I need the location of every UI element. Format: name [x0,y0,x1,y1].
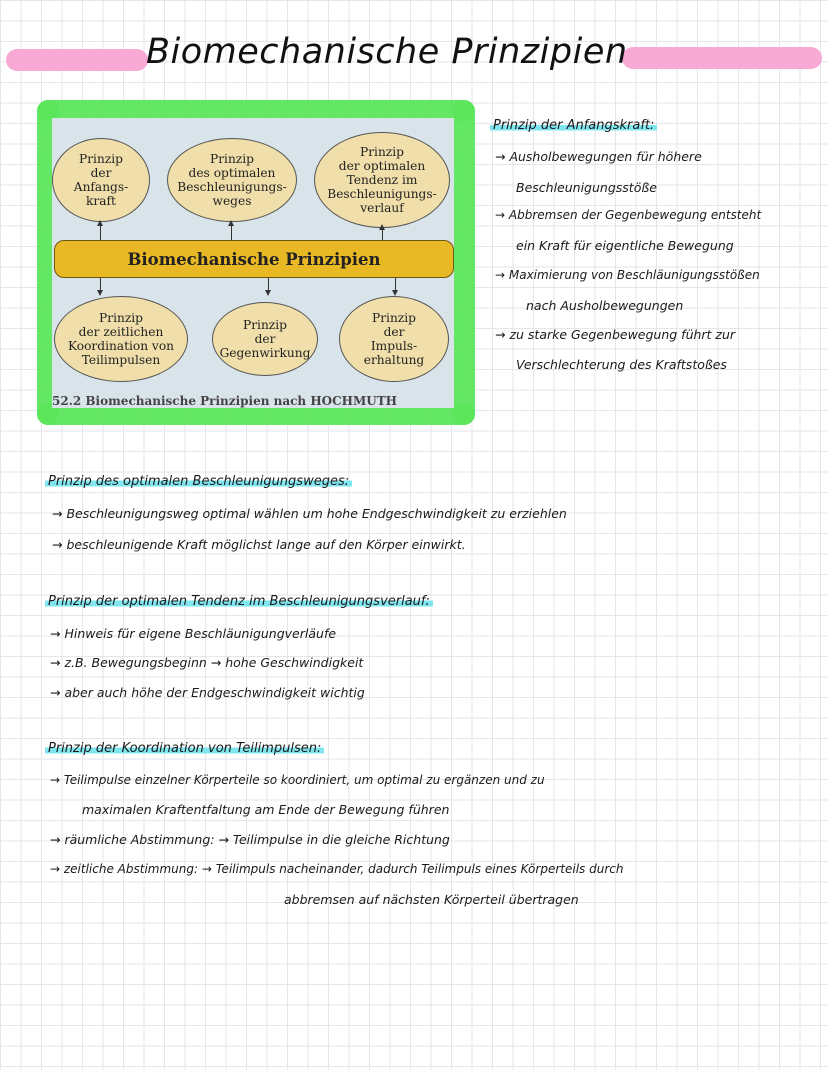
title-bar-right [622,47,822,69]
biomechanics-diagram [52,118,454,408]
note-anfangskraft-1: → Ausholbewegungen für höhere [495,149,702,164]
note-tendenz-2: → z.B. Bewegungsbeginn → hohe Geschwindigkeit [50,655,364,670]
note-anfangskraft-4: ein Kraft für eigentliche Bewegung [516,238,734,253]
ellipse-tendenz: Prinzip der optimalen Tendenz im Beschleunigungs- verlauf [314,132,450,228]
arrow-down-2 [268,278,269,290]
ellipse-koordination: Prinzip der zeitlichen Koordination von Teilimpulsen [54,296,188,382]
note-koordination-2: maximalen Kraftentfaltung am Ende der Bewegung führen [82,802,450,817]
center-principles-bar: Biomechanische Prinzipien [54,240,454,278]
note-anfangskraft-8: Verschlechterung des Kraftstoßes [516,357,727,372]
ellipse-beschleunigungsweg: Prinzip des optimalen Beschleunigungs- weges [167,138,297,222]
note-anfangskraft-3: → Abbremsen der Gegenbewegung entsteht [495,208,762,222]
ellipse-gegenwirkung: Prinzip der Gegenwirkung [212,302,318,376]
heading-koordination: Prinzip der Koordination von Teilimpulsen: [45,741,324,756]
note-anfangskraft-6: nach Ausholbewegungen [526,298,684,313]
heading-tendenz: Prinzip der optimalen Tendenz im Beschleunigungsverlauf: [45,594,433,609]
arrow-up-3 [382,230,383,240]
page-title: Biomechanische Prinzipien [146,32,628,72]
note-tendenz-3: → aber auch höhe der Endgeschwindigkeit wichtig [50,685,365,700]
note-beschleunigungsweg-1: → Beschleunigungsweg optimal wählen um hohe Endgeschwindigkeit zu erziehlen [52,506,567,521]
figure-caption: 52.2 Biomechanische Prinzipien nach HOCHMUTH [52,394,398,408]
heading-anfangskraft: Prinzip der Anfangskraft: [490,118,657,133]
note-anfangskraft-5: → Maximierung von Beschläunigungsstößen [495,268,760,282]
arrow-down-1 [100,278,101,290]
note-anfangskraft-2: Beschleunigungsstöße [516,180,657,195]
arrow-up-1 [100,226,101,240]
ellipse-anfangskraft: Prinzip der Anfangs- kraft [52,138,150,222]
arrow-up-2 [231,226,232,240]
note-beschleunigungsweg-2: → beschleunigende Kraft möglichst lange auf den Körper einwirkt. [52,537,466,552]
note-koordination-3: → räumliche Abstimmung: → Teilimpulse in die gleiche Richtung [50,832,450,847]
note-anfangskraft-7: → zu starke Gegenbewegung führt zur [495,327,736,342]
arrow-down-3 [395,278,396,290]
note-tendenz-1: → Hinweis für eigene Beschläunigungverläufe [50,626,337,641]
title-bar-left [6,49,148,71]
note-koordination-1: → Teilimpulse einzelner Körperteile so koordiniert, um optimal zu ergänzen und zu [50,773,545,787]
note-koordination-5: abbremsen auf nächsten Körperteil übertragen [284,892,579,907]
ellipse-impulserhaltung: Prinzip der Impuls- erhaltung [339,296,449,382]
heading-beschleunigungsweg: Prinzip des optimalen Beschleunigungsweges: [45,474,352,489]
note-koordination-4: → zeitliche Abstimmung: → Teilimpuls nacheinander, dadurch Teilimpuls eines Körperteils durch [50,862,624,876]
